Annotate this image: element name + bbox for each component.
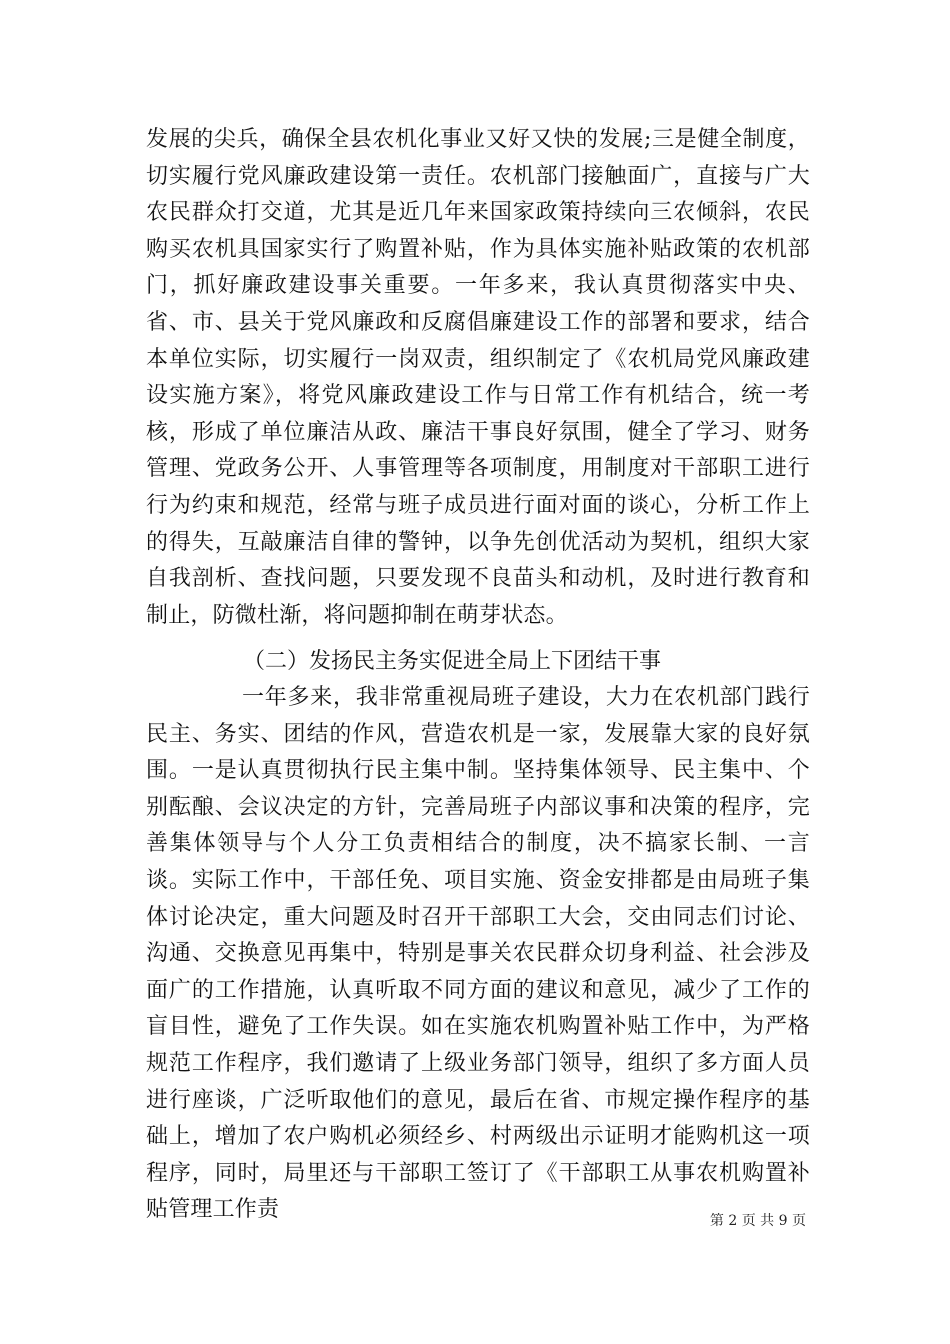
section-heading: （二）发扬民主务实促进全局上下团结干事 xyxy=(243,649,662,674)
body-paragraph-2: 一年多来，我非常重视局班子建设，大力在农机部门践行民主、务实、团结的作风，营造农机是一家，发展靠大家的良好氛围。一是认真贯彻执行民主集中制。坚持集体领导、民主集中、个别酝酿、会议决定的方针，完善局班子内部议事和决策的程序，完善集体领导与个人分工负责相结合的制度，决不搞家长制、一言谈。实际工作中，干部任免、项目实施、资金安排都是由局班子集体讨论决定，重大问题及时召开干部职工大会，交由同志们讨论、沟通、交换意见再集中，特别是事关农民群众切身利益、社会涉及面广的工作措施，认真听取不同方面的建议和意见，减少了工作的盲目性，避免了工作失误。如在实施农机购置补贴工作中，为严格规范工作程序，我们邀请了上级业务部门领导，组织了多方面人员进行座谈，广泛听取他们的意见，最后在省、市规定操作程序的基础上，增加了农户购机必须经乡、村两级出示证明才能购机这一项程序，同时，局里还与干部职工签订了《干部职工从事农机购置补贴管理工作责 xyxy=(146,685,810,1223)
page-number-footer: 第 2 页 共 9 页 xyxy=(709,1213,806,1229)
body-paragraph-1: 发展的尖兵，确保全县农机化事业又好又快的发展;三是健全制度，切实履行党风廉政建设第一责任。农机部门接触面广，直接与广大农民群众打交道，尤其是近几年来国家政策持续向三农倾斜，农民购买农机具国家实行了购置补贴，作为具体实施补贴政策的农机部门，抓好廉政建设事关重要。一年多来，我认真贯彻落实中央、省、市、县关于党风廉政和反腐倡廉建设工作的部署和要求，结合本单位实际，切实履行一岗双责，组织制定了《农机局党风廉政建设实施方案》，将党风廉政建设工作与日常工作有机结合，统一考核，形成了单位廉洁从政、廉洁干事良好氛围，健全了学习、财务管理、党政务公开、人事管理等各项制度，用制度对干部职工进行行为约束和规范，经常与班子成员进行面对面的谈心，分析工作上的得失，互敲廉洁自律的警钟，以争先创优活动为契机，组织大家自我剖析、查找问题，只要发现不良苗头和动机，及时进行教育和制止，防微杜渐，将问题抑制在萌芽状态。 xyxy=(146,127,810,628)
